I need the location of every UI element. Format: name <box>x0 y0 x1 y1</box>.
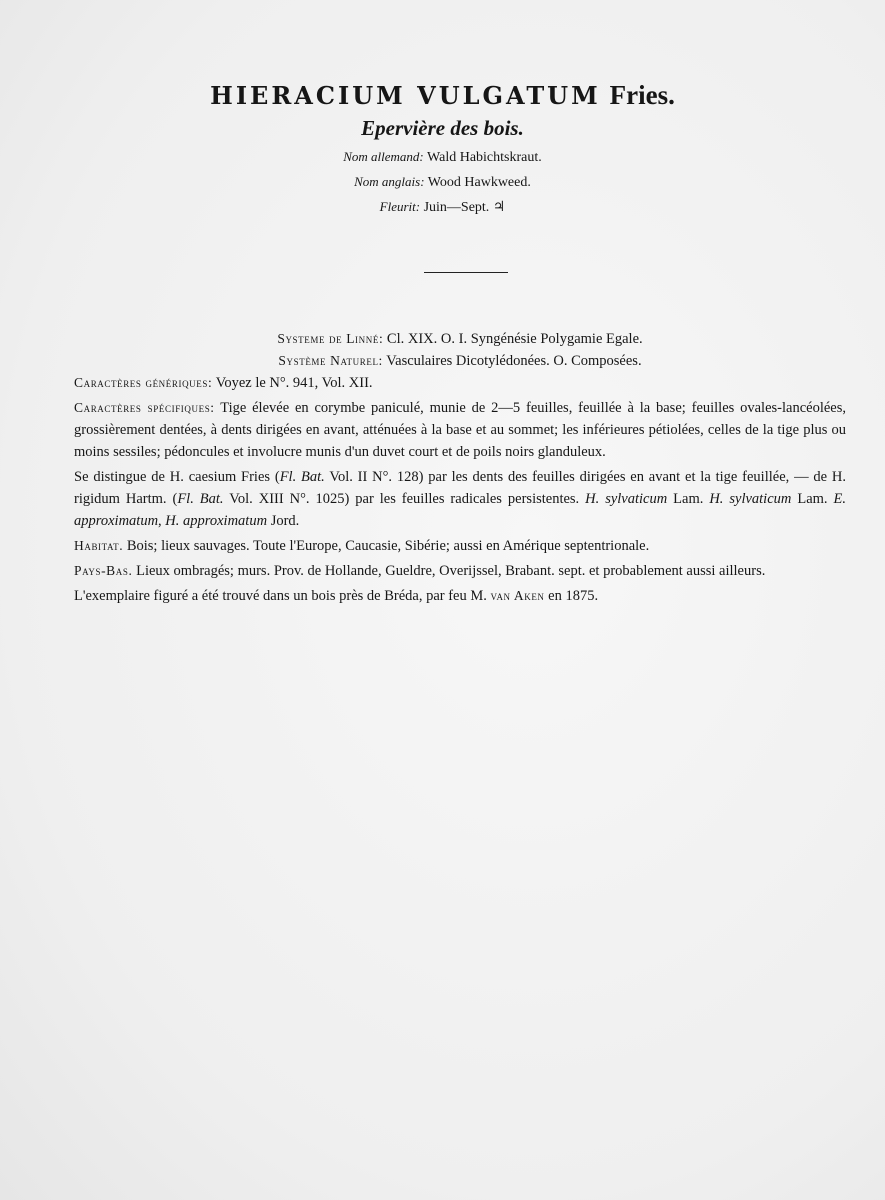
habitat-label: Habitat. <box>74 538 124 553</box>
header <box>0 78 885 220</box>
specific-value: Tige élevée en corymbe paniculé, munie de 2—5 feuilles, feuillée à la base; feuilles ovales-lancéolées, grossièrement dentées, à dents dirigées en avant, atténuées à la base et au sommet; les inférieures pétiolées, celles de la tige plus ou moins sessiles; pédoncules et involucre munis d'un duvet court et de poils noirs glanduleux. <box>74 400 846 460</box>
synonym-1-author: Lam. <box>667 491 710 507</box>
flora-ref-2: Fl. Bat. <box>177 491 224 507</box>
common-name-german <box>0 145 885 170</box>
natural-label: Système Naturel: <box>278 353 383 368</box>
habitat-value: Bois; lieux sauvages. Toute l'Europe, Caucasie, Sibérie; aussi en Amérique septentrionale. <box>126 538 650 554</box>
generic-characters <box>74 372 846 394</box>
paysbas-label: Pays-Bas. <box>74 563 133 578</box>
linne-system <box>74 328 846 350</box>
common-name-english <box>0 170 885 195</box>
distinguishing-notes <box>74 466 846 532</box>
synonym-1: H. sylvaticum <box>585 491 668 507</box>
netherlands-distribution <box>74 560 846 582</box>
specimen-text-2: en 1875. <box>544 588 599 604</box>
collector-name: van Aken <box>490 588 545 603</box>
specific-label: Caractères spécifiques: <box>74 400 215 415</box>
distinguish-text-2: Vol. II N°. 128) par les dents des feuilles dirigées en avant et la tige feuillée, — de H. rigidum Hartm. ( <box>74 469 846 507</box>
subtitle: Epervière des bois. <box>361 116 524 140</box>
description-body <box>74 328 846 607</box>
linne-label: Systeme de Linné: <box>277 331 384 346</box>
linne-value: Cl. XIX. O. I. Syngénésie Polygamie Egale. <box>386 331 643 347</box>
synonym-2: H. sylvaticum <box>709 491 792 507</box>
generic-label: Caractères génériques: <box>74 375 213 390</box>
flora-ref-1: Fl. Bat. <box>279 469 325 485</box>
flowering-label: Fleurit: <box>379 199 421 214</box>
page-title <box>0 78 885 113</box>
synonym-3: E. approximatum <box>74 491 846 529</box>
english-value: Wood Hawkweed. <box>427 175 531 190</box>
flowering-period <box>0 195 885 220</box>
habitat <box>74 535 846 557</box>
synonym-2-author: Lam. <box>791 491 834 507</box>
german-value: Wald Habichtskraut. <box>427 150 542 165</box>
natural-value: Vasculaires Dicotylédonées. O. Composées. <box>386 353 642 369</box>
flowering-value: Juin—Sept. ♃ <box>423 200 506 215</box>
distinguish-text-1: Se distingue de H. caesium Fries ( <box>74 469 280 485</box>
divider-rule <box>424 272 508 273</box>
specific-characters <box>74 397 846 463</box>
title-genus: HIERACIUM VULGATUM <box>210 81 601 110</box>
specimen-note <box>74 585 846 607</box>
synonym-3-sep: , <box>158 513 166 529</box>
english-label: Nom anglais: <box>354 174 425 189</box>
generic-value: Voyez le N°. 941, Vol. XII. <box>215 375 373 391</box>
paysbas-value: Lieux ombragés; murs. Prov. de Hollande, Gueldre, Overijssel, Brabant. sept. et probablement aussi ailleurs. <box>136 563 766 579</box>
synonym-4-author: Jord. <box>267 513 300 529</box>
german-label: Nom allemand: <box>343 149 424 164</box>
specimen-text-1: L'exemplaire figuré a été trouvé dans un bois près de Bréda, par feu M. <box>74 588 491 604</box>
natural-system <box>74 350 846 372</box>
synonym-4: H. approximatum <box>165 513 268 529</box>
title-author: Fries. <box>609 80 675 110</box>
distinguish-text-3: Vol. XIII N°. 1025) par les feuilles radicales persistentes. <box>223 491 586 507</box>
